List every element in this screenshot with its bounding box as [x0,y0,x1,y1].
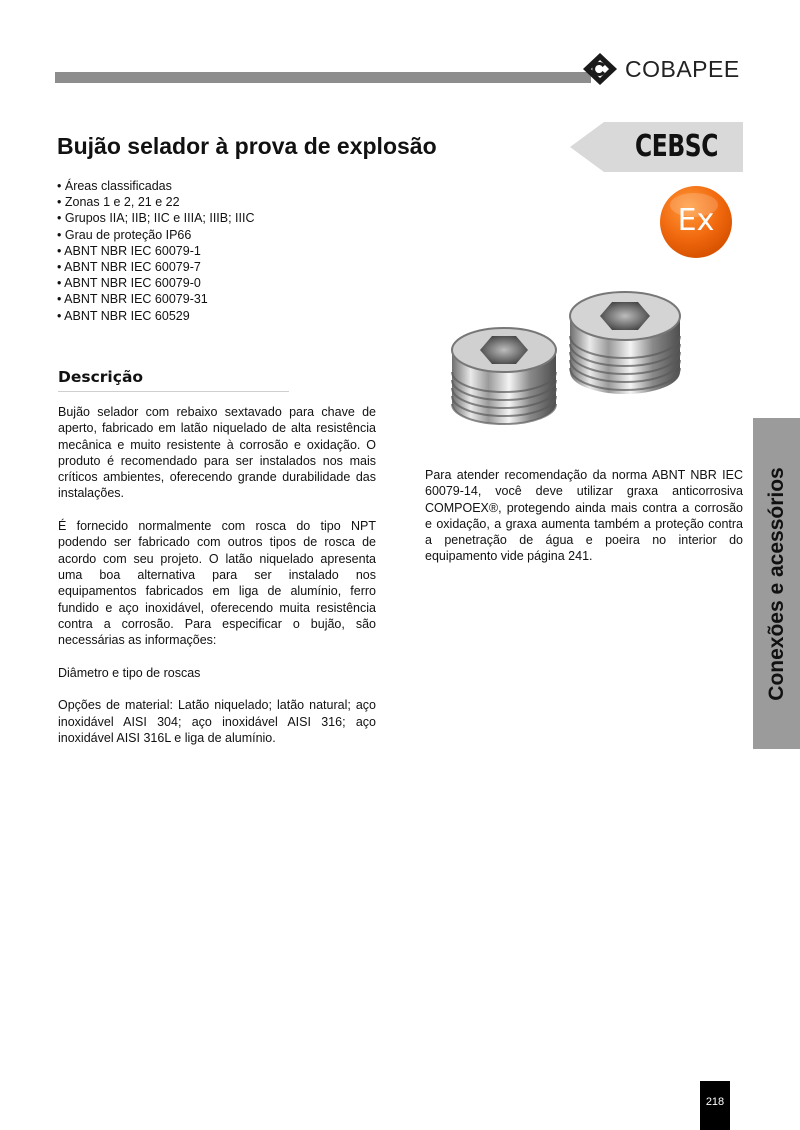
ex-certification-badge [658,185,734,261]
section-divider [58,391,289,392]
header-bar [55,72,591,83]
description-text [58,404,376,763]
ex-label: Ex [677,203,715,238]
feature-item: • ABNT NBR IEC 60079-31 [57,291,255,307]
page-title: Bujão selador à prova de explosão [57,133,437,159]
plug-front-icon [452,328,556,424]
feature-list [57,178,255,324]
feature-item: • ABNT NBR IEC 60079-0 [57,275,255,291]
feature-item: • ABNT NBR IEC 60079-7 [57,259,255,275]
cobapee-logo-icon [582,52,618,86]
side-tab-label: Conexões e acessórios [764,466,788,701]
feature-item: • ABNT NBR IEC 60079-1 [57,243,255,259]
section-heading-description: Descrição [58,368,144,386]
brand-logo [582,52,740,86]
brand-name: COBAPEE [625,55,740,82]
description-paragraph: É fornecido normalmente com rosca do tipo NPT podendo ser fabricado com outros tipos de rosca de acordo com seu projeto. O latão niquelado apresenta uma boa alternativa para ser instalado nos equipamentos fabricados em liga de alumínio, ferro fundido e aço inoxidável, oferecendo muita resistência contra a corrosão. Para especificar o bujão, são necessárias as informações: [58,519,376,648]
feature-item: • Grau de proteção IP66 [57,227,255,243]
recommendation-text [425,467,743,565]
description-paragraph: Bujão selador com rebaixo sextavado para chave de aperto, fabricado em latão niquelado de alta resistência mecânica e muito resistente à corrosão e oxidação. O produto é recomendado para ser instalados nos mais críticos ambientes, oferecendo grande durabilidade das instalações. [58,405,376,501]
plug-back-icon [570,292,680,394]
feature-item: • Zonas 1 e 2, 21 e 22 [57,194,255,210]
section-side-tab [753,418,800,749]
description-paragraph: Diâmetro e tipo de roscas [58,665,201,680]
feature-item: • Áreas classificadas [57,178,255,194]
product-code: CEBSC [634,129,719,164]
product-photo [440,280,690,440]
feature-item: • Grupos IIA; IIB; IIC e IIIA; IIIB; IIIC [57,210,255,226]
recommendation-paragraph: Para atender recomendação da norma ABNT NBR IEC 60079-14, você deve utilizar graxa anticorrosiva COMPOEX®, protegendo ainda mais contra a corrosão e oxidação, a graxa aumenta também a proteção contra a penetração de água e poeira no interior do equipamento vide página 241. [425,468,743,564]
page-number: 218 [700,1081,730,1130]
feature-item: • ABNT NBR IEC 60529 [57,308,255,324]
description-paragraph: Opções de material: Latão niquelado; latão natural; aço inoxidável AISI 304; aço inoxidável AISI 316; aço inoxidável AISI 316L e liga de alumínio. [58,698,376,745]
product-code-tab [570,122,743,172]
